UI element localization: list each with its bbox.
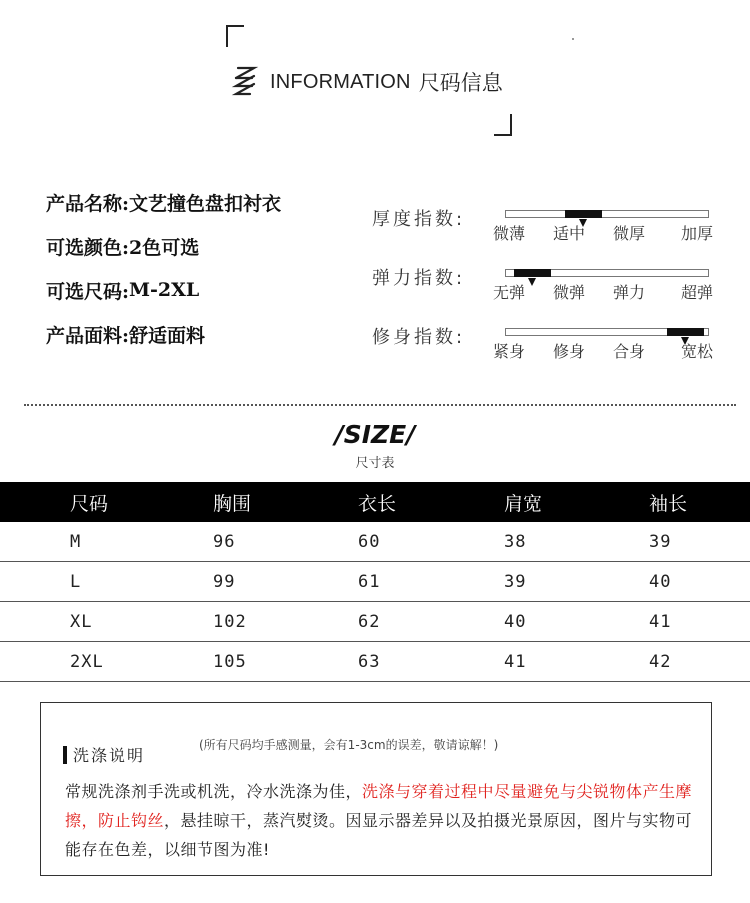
spec-row-size [46, 268, 281, 312]
size-table [0, 482, 750, 682]
table-cell: 40 [649, 571, 672, 592]
spec-label: 产品面料: [46, 324, 130, 347]
stripe-logo-icon [228, 62, 262, 102]
spec-label: 可选颜色: [46, 236, 130, 259]
wash-title [63, 743, 145, 766]
table-cell: 105 [213, 651, 247, 672]
corner-bracket-bottom-right [494, 114, 512, 136]
index-bar [505, 328, 709, 336]
table-row [0, 562, 750, 602]
index-label: 修身指数: [372, 327, 466, 348]
spec-label: 可选尺码: [46, 280, 130, 303]
spec-value: 舒适面料 [129, 324, 206, 347]
table-cell: 39 [504, 571, 527, 592]
wash-title-text: 洗涤说明 [73, 746, 146, 765]
table-header [0, 482, 750, 522]
table-cell: 99 [213, 571, 236, 592]
table-cell: 60 [358, 531, 381, 552]
table-cell: L [70, 571, 82, 592]
wash-text [65, 777, 695, 864]
header-title-en: INFORMATION [270, 70, 411, 93]
index-option: 无弹 [493, 283, 526, 302]
index-label: 弹力指数: [372, 268, 466, 289]
table-header-cell: 衣长 [358, 492, 397, 515]
table-cell: 102 [213, 611, 247, 632]
corner-bracket-top-left [226, 25, 244, 47]
table-cell: 39 [649, 531, 672, 552]
wash-text-part: ，悬挂晾干，蒸汽熨烫。因显示器差异以及拍摄光景原因，图片与实物可能存在色差，以细节图为准! [65, 811, 693, 859]
index-option: 微薄 [493, 224, 526, 243]
table-cell: 2XL [70, 651, 104, 672]
table-cell: 41 [649, 611, 672, 632]
table-row [0, 522, 750, 562]
spec-value: 2色可选 [129, 236, 200, 259]
table-row [0, 642, 750, 682]
index-bar-fill [565, 210, 602, 218]
wash-text-warning: 洗涤与穿着过程中尽量避免与尖锐物体产生摩擦，防止钩丝 [65, 782, 693, 830]
spec-row-fabric [46, 312, 281, 356]
product-specs [46, 180, 281, 356]
table-cell: 62 [358, 611, 381, 632]
index-bar [505, 269, 709, 277]
index-option: 弹力 [613, 283, 646, 302]
index-option: 微厚 [613, 224, 646, 243]
spec-value: 文艺撞色盘扣衬衣 [129, 192, 282, 215]
table-cell: 41 [504, 651, 527, 672]
table-cell: XL [70, 611, 93, 632]
index-bar-fill [667, 328, 704, 336]
table-cell: 61 [358, 571, 381, 592]
table-row [0, 602, 750, 642]
index-option: 修身 [553, 342, 586, 361]
decorative-dot [572, 38, 574, 40]
size-subtitle: 尺寸表 [355, 456, 395, 471]
size-title: /SIZE/ [334, 420, 416, 449]
spec-label: 产品名称: [46, 192, 130, 215]
table-header-cell: 袖长 [649, 492, 688, 515]
table-header-cell: 肩宽 [504, 492, 543, 515]
header-title-cn: 尺码信息 [418, 71, 503, 95]
table-cell: 63 [358, 651, 381, 672]
table-header-cell: 尺码 [70, 492, 109, 515]
table-cell: 38 [504, 531, 527, 552]
index-marker-icon [528, 278, 536, 286]
index-option: 紧身 [493, 342, 526, 361]
index-option: 超弹 [681, 283, 714, 302]
index-label: 厚度指数: [372, 209, 466, 230]
wash-text-part: 常规洗涤剂手洗或机洗，冷水洗涤为佳， [65, 782, 363, 801]
table-cell: 96 [213, 531, 236, 552]
index-bar-fill [514, 269, 551, 277]
fit-index [372, 323, 722, 375]
table-cell: M [70, 531, 82, 552]
dotted-divider [24, 404, 736, 406]
index-option: 加厚 [681, 224, 714, 243]
table-cell: 40 [504, 611, 527, 632]
title-bar-icon [63, 746, 67, 764]
spec-value: M-2XL [129, 279, 200, 301]
table-header-cell: 胸围 [213, 492, 252, 515]
elasticity-index [372, 264, 722, 316]
table-cell: 42 [649, 651, 672, 672]
index-option: 宽松 [681, 342, 714, 361]
index-option: 适中 [553, 224, 586, 243]
index-option: 微弹 [553, 283, 586, 302]
wash-instructions-box [40, 702, 712, 876]
measurement-note: (所有尺码均手感测量，会有1-3cm的误差，敬请谅解！) [199, 738, 499, 752]
index-bar [505, 210, 709, 218]
thickness-index [372, 205, 722, 257]
index-option: 合身 [613, 342, 646, 361]
spec-row-name [46, 180, 281, 224]
spec-row-color [46, 224, 281, 268]
info-header [228, 62, 503, 102]
